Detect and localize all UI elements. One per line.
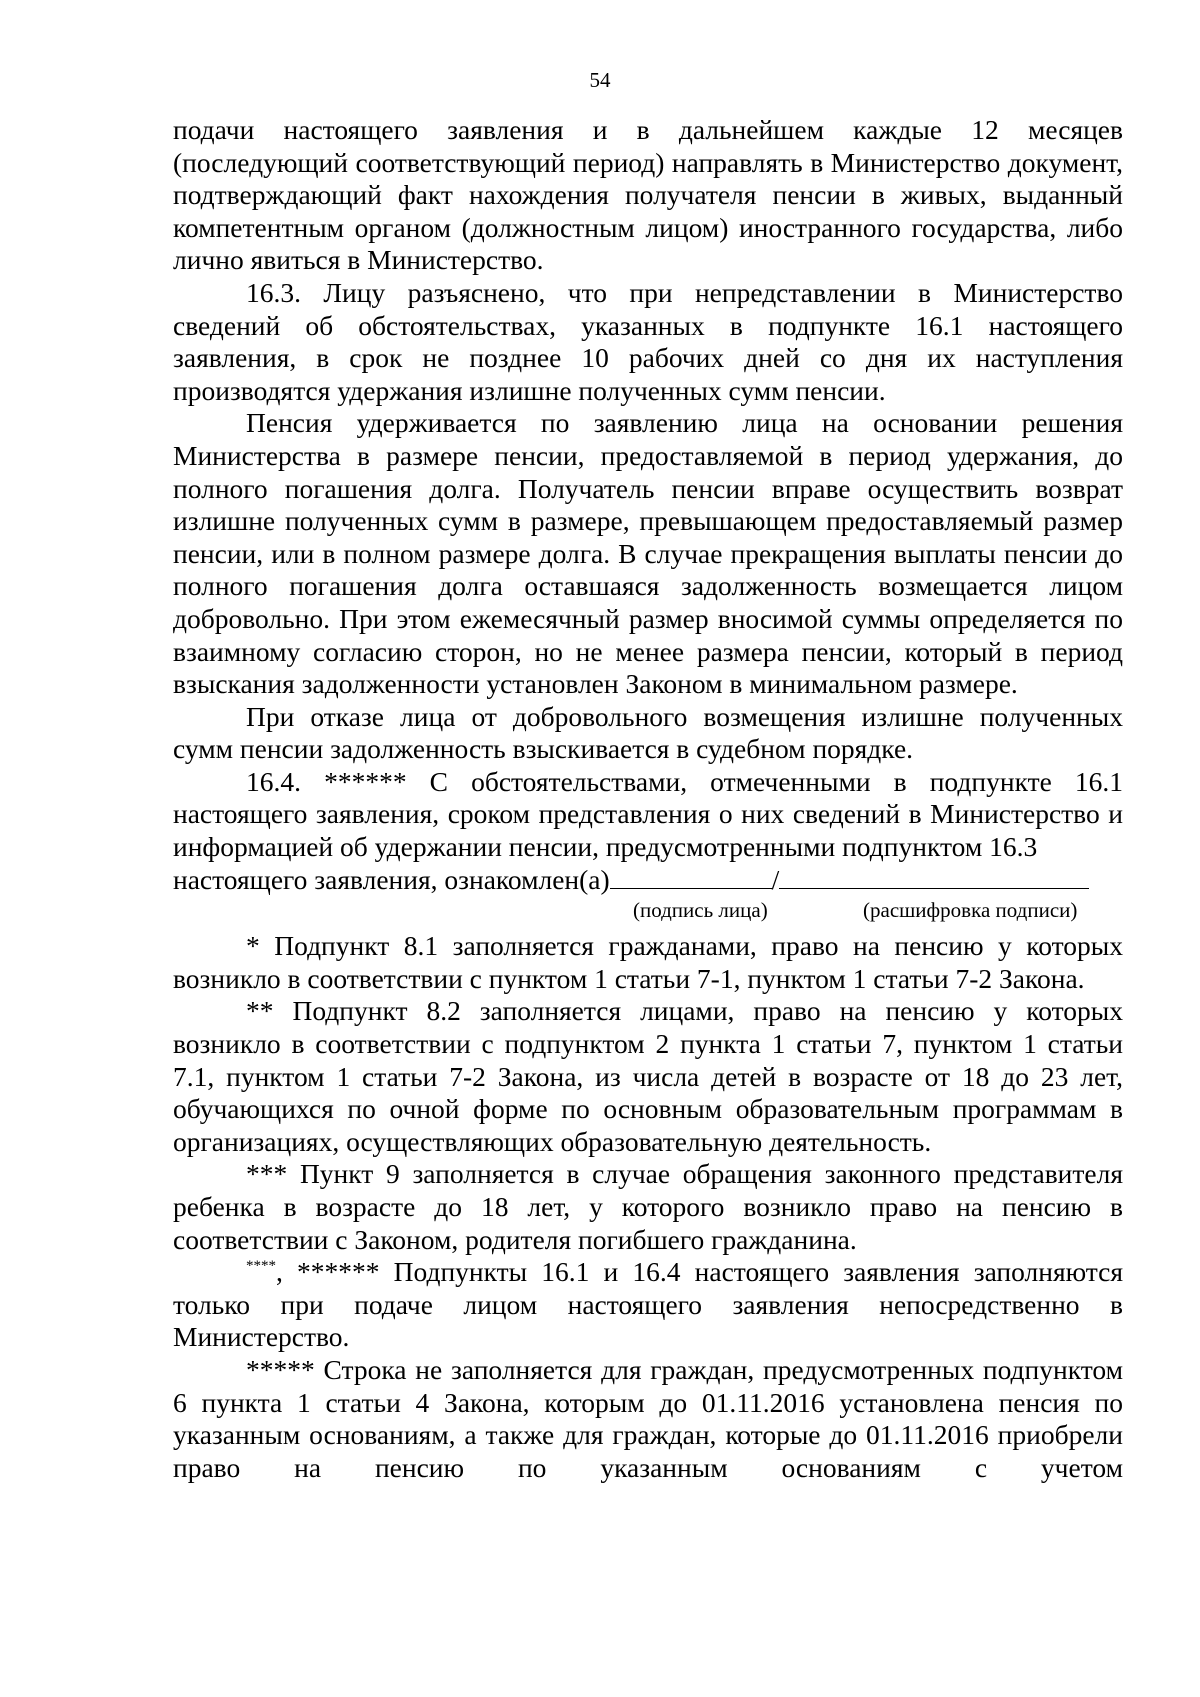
signature-captions <box>173 896 1123 930</box>
paragraph-refusal: При отказе лица от добровольного возмещения излишне полученных сумм пенсии задолженность взыскивается в судебном порядке. <box>173 700 1123 765</box>
footnote-1: * Подпункт 8.1 заполняется гражданами, право на пенсию у которых возникло в соответствии с пунктом 1 статьи 7-1, пунктом 1 статьи 7-2 Закона. <box>173 930 1123 994</box>
paragraph-continuation: подачи настоящего заявления и в дальнейшем каждые 12 месяцев (последующий соответствующий период) направлять в Министерство документ, подтверждающий факт нахождения получателя пенсии в живых, выданный компетентным органом (должностным лицом) иностранного государства, либо лично явиться в Министерство. <box>173 114 1123 276</box>
acknowledgement-text: настоящего заявления, ознакомлен(а) <box>173 863 610 895</box>
signature-decoding-field[interactable] <box>779 864 1089 889</box>
footnote-4-marker: **** <box>246 1258 276 1275</box>
page-number: 54 <box>589 68 611 92</box>
footnote-5: ***** Строка не заполняется для граждан, предусмотренных подпунктом 6 пункта 1 статьи 4 Закона, которым до 01.11.2016 установлена пенсия по указанным основаниям, а также для граждан, которые до 01.11.2016 приобрели право на пенсию по указанным основаниям с учетом <box>173 1353 1123 1483</box>
footnote-4 <box>173 1256 1123 1354</box>
caption-decoding: (расшифровка подписи) <box>863 898 1078 923</box>
footnote-4-text: , ****** Подпункты 16.1 и 16.4 настоящего заявления заполняются только при подаче лицом настоящего заявления непосредственно в Министерство. <box>173 1256 1123 1353</box>
paragraph-16-3: 16.3. Лицу разъяснено, что при непредставлении в Министерство сведений об обстоятельствах, указанных в подпункте 16.1 настоящего заявления, в срок не позднее 10 рабочих дней со дня их наступления производятся удержания излишне полученных сумм пенсии. <box>173 276 1123 406</box>
signature-field[interactable] <box>610 864 772 889</box>
footnote-2: ** Подпункт 8.2 заполняется лицами, право на пенсию у которых возникло в соответствии с подпунктом 2 пункта 1 статьи 7, пунктом 1 статьи 7.1, пунктом 1 статьи 7-2 Закона, из числа детей в возрасте от 18 до 23 лет, обучающихся по очной форме по основным образовательным программам в организациях, осуществляющих образовательную деятельность. <box>173 995 1123 1157</box>
paragraph-pension-withholding: Пенсия удерживается по заявлению лица на основании решения Министерства в размере пенсии, предоставляемой в период удержания, до полного погашения долга. Получатель пенсии вправе осуществить возврат излишне полученных сумм в размере, превышающем предоставляемый размер пенсии, или в полном размере долга. В случае прекращения выплаты пенсии до полного погашения долга оставшаяся задолженность возмещается лицом добровольно. При этом ежемесячный размер вносимой суммы определяется по взаимному согласию сторон, но не менее размера пенсии, который в период взыскания задолженности установлен Законом в минимальном размере. <box>173 407 1123 700</box>
paragraph-16-4: 16.4. ****** С обстоятельствами, отмеченными в подпункте 16.1 настоящего заявления, сроком представления о них сведений в Министерство и информацией об удержании пенсии, предусмотренными подпунктом 16.3 <box>173 765 1123 863</box>
signature-slash: / <box>771 863 780 895</box>
acknowledgement-line <box>173 864 1123 897</box>
caption-signature: (подпись лица) <box>633 898 768 923</box>
footnote-3: *** Пункт 9 заполняется в случае обращения законного представителя ребенка в возрасте до 18 лет, у которого возникло право на пенсию в соответствии с Законом, родителя погибшего гражданина. <box>173 1158 1123 1255</box>
document-body <box>173 114 1123 1484</box>
